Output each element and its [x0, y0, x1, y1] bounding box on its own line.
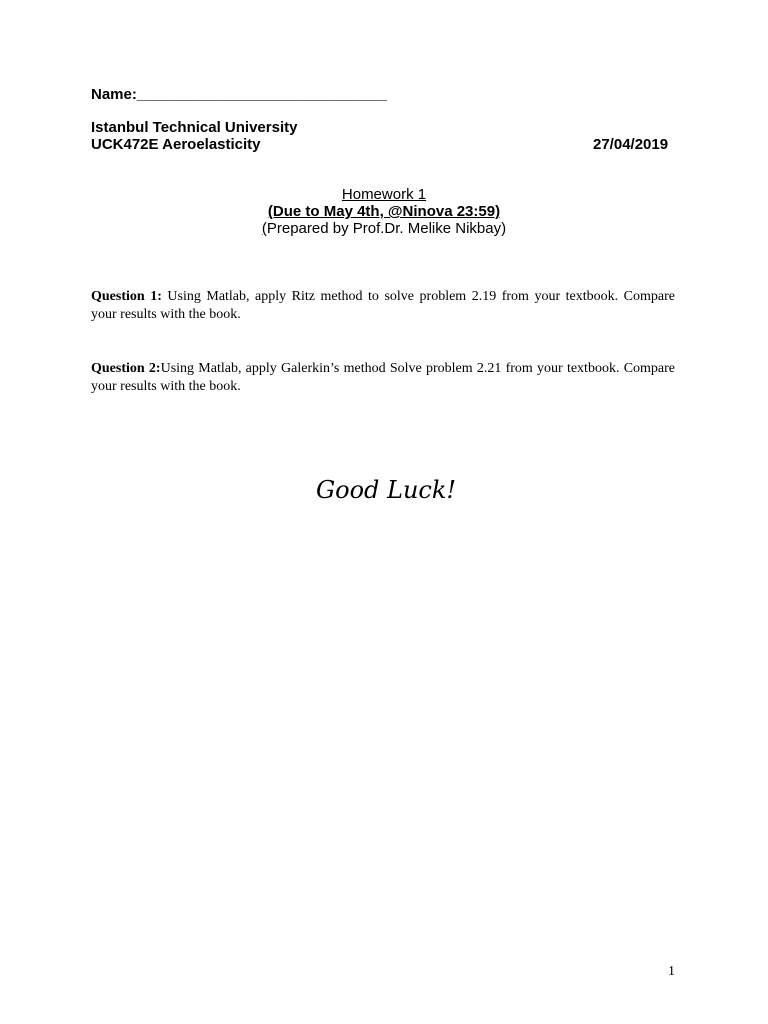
question-1-text: Using Matlab, apply Ritz method to solve problem 2.19 from your textbook. Compare your results with the book. — [91, 289, 675, 322]
prepared-by-text: Prepared by Prof.Dr. Melike Nikbay) — [266, 220, 507, 237]
homework-title: Homework 1 — [341, 186, 427, 203]
question-2-text: Using Matlab, apply Galerkin’s method Solve problem 2.21 from your textbook. Compare your results with the book. — [91, 361, 676, 394]
question-1 — [91, 288, 675, 323]
question-2-label: Question 2: — [91, 361, 161, 376]
homework-prepared-by — [0, 220, 768, 237]
document-date: 27/04/2019 — [593, 136, 669, 153]
name-field-label: Name:______________________________ — [91, 86, 388, 103]
prepared-by-open-paren: ( — [261, 220, 267, 237]
course-title: UCK472E Aeroelasticity — [91, 136, 261, 153]
good-luck-closing: Good Luck! — [315, 476, 457, 504]
question-2 — [91, 360, 675, 395]
page-number: 1 — [668, 964, 675, 979]
homework-due-date: (Due to May 4th, @Ninova 23:59) — [267, 203, 501, 220]
question-1-label: Question 1: — [91, 289, 162, 304]
university-name: Istanbul Technical University — [91, 119, 298, 136]
